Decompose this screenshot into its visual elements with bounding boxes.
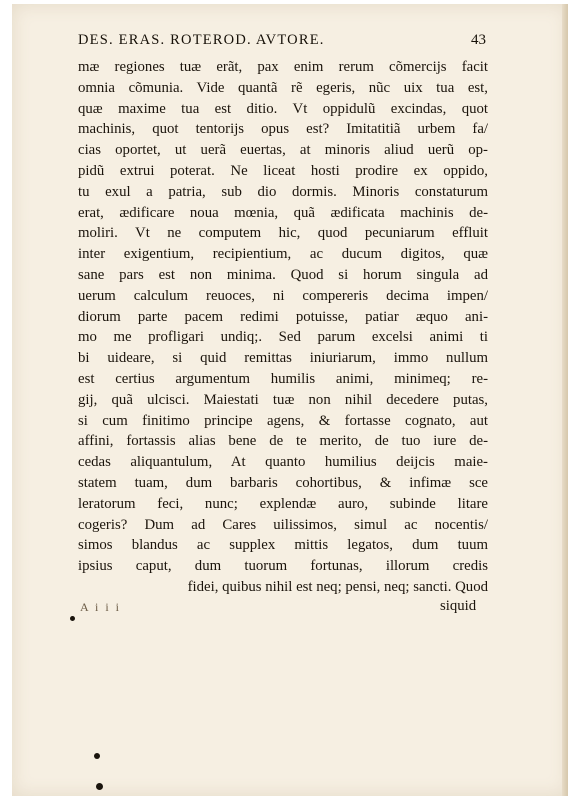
text-line: omnia cõmunia. Vide quantã rẽ egeris, nũc uix tua est, [78, 79, 488, 96]
signature-mark: A i i i [80, 600, 122, 614]
running-title: DES. ERAS. ROTEROD. AVTORE. [78, 32, 325, 48]
text-line: uerum calculum reuoces, ni compereris decima impen/ [78, 287, 488, 304]
text-line: quæ maxime tua est ditio. Vt oppidulũ excindas, quot [78, 100, 488, 117]
text-line: ipsius caput, dum tuorum fortunas, illorum credis [78, 558, 488, 575]
text-line: mo me profligari undiq;. Sed parum excelsi animi ti [78, 329, 488, 346]
text-line: cedas aliquantulum, At quanto humilius deijcis maie- [78, 454, 488, 471]
text-line: cias oportet, ut uerã euertas, at minoris aliud uerũ op- [78, 142, 488, 159]
page-edge [562, 4, 568, 796]
page-number: 43 [471, 32, 486, 48]
text-line: affini, fortassis alias bene de te merito, de tuo iure de- [78, 433, 488, 450]
ink-spot [70, 616, 75, 621]
text-line: machinis, quot tentorijs opus est? Imitatitiã urbem fa/ [78, 121, 488, 138]
catchword: siquid [440, 598, 477, 614]
text-line: gij, quã ulcisci. Maiestati tuæ non nihil decedere putas, [78, 391, 488, 408]
text-line: si cum finitimo principe agens, & fortasse cognato, aut [78, 412, 488, 429]
text-line: diorum parte pacem redimi potuisse, patiar æquo ani- [78, 308, 488, 325]
ink-spot [96, 783, 103, 790]
text-line: pidũ extrui poterat. Ne liceat hosti prodire ex oppido, [78, 162, 488, 179]
text-line: tu exul a patria, sub dio dormis. Minoris constaturum [78, 183, 488, 200]
book-page [12, 4, 568, 796]
text-line: simos blandus ac supplex mittis legatos, dum tuum [78, 537, 488, 554]
running-header [78, 32, 486, 49]
text-line: cogeris? Dum ad Cares uilissimos, simul ac nocentis/ [78, 516, 488, 533]
text-line: est certius argumentum humilis animi, minimeq; re- [78, 370, 488, 387]
body-text [78, 57, 488, 598]
text-line: fidei, quibus nihil est neq; pensi, neq; sancti. Quod [187, 578, 488, 595]
text-line: leratorum feci, nunc; explendæ auro, subinde litare [78, 495, 488, 512]
text-line: inter exigentium, recipientium, ac ducum digitos, quæ [78, 246, 488, 263]
text-line: statem tuam, dum barbaris cohortibus, & infimæ sce [78, 474, 488, 491]
text-line: bi uideare, si quid remittas iniuriarum, immo nullum [78, 350, 488, 367]
text-line: sane pars est non minima. Quod si horum singula ad [78, 266, 488, 283]
text-line: erat, ædificare noua mœnia, quã ædificata machinis de- [78, 204, 488, 221]
text-line: mæ regiones tuæ erãt, pax enim rerum cõmercijs facit [78, 59, 488, 75]
ink-spot [94, 753, 100, 759]
text-line: moliri. Vt ne computem hic, quod pecuniarum effluit [78, 225, 488, 242]
